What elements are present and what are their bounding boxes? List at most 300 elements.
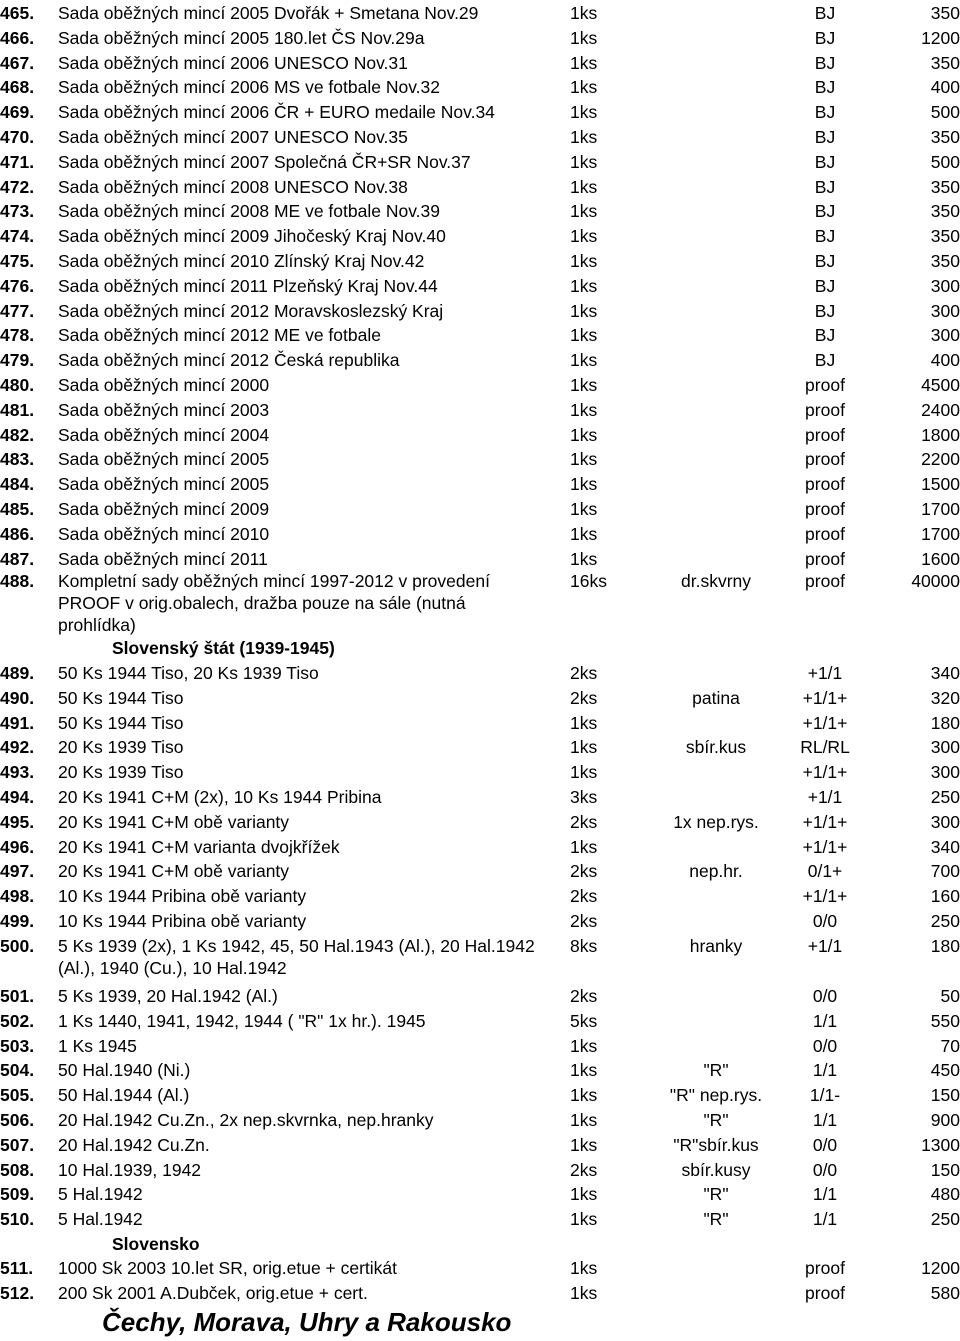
lot-price: 1700 [921,499,960,519]
lot-price: 300 [930,762,960,783]
lot-price: 1600 [921,548,960,569]
lot-grade: proof [805,474,845,495]
lot-note: sbír.kus [685,737,747,758]
lot-note: "R" nep.rys. [669,1085,763,1106]
lot-description: 200 Sk 2001 A.Dubček, orig.etue + cert. [58,1282,368,1303]
lot-number: 499. [0,911,35,931]
lot-row [0,1257,960,1281]
lot-grade: proof [805,523,845,544]
lot-price: 350 [930,176,960,197]
lot-quantity: 1ks [570,375,598,395]
lot-number: 506. [0,1110,35,1130]
lot-quantity: 1ks [570,1035,598,1056]
lot-description: 10 Hal.1939, 1942 [58,1159,202,1180]
lot-note: "R" [703,1060,729,1081]
lot-quantity: 1ks [570,201,598,222]
lot-number: 476. [0,275,35,296]
lot-price: 350 [930,127,960,147]
lot-grade: BJ [814,176,836,197]
lot-description: 5 Hal.1942 [58,1184,143,1205]
lot-price: 350 [930,52,960,73]
lot-description: Sada oběžných mincí 2005 [58,474,270,495]
lot-number: 478. [0,325,35,346]
lot-description: Sada oběžných mincí 2005 Dvořák + Smetana Nov.29 [58,3,479,23]
lot-row [0,1208,960,1232]
lot-grade: BJ [814,102,836,123]
lot-price: 350 [930,201,960,222]
lot-price: 1500 [921,474,960,495]
lot-price: 1700 [921,523,960,544]
lot-price: 400 [930,77,960,98]
lot-number: 483. [0,449,35,470]
lot-number: 466. [0,27,35,48]
lot-row [0,523,960,547]
lot-grade: 0/0 [812,1035,838,1056]
lot-number: 492. [0,737,35,758]
lot-description: 20 Ks 1941 C+M obě varianty [58,811,290,832]
lot-price: 1200 [921,27,960,48]
lot-note: dr.skvrny [680,571,752,591]
lot-quantity: 1ks [570,762,598,783]
lot-number: 498. [0,886,35,907]
lot-description: Sada oběžných mincí 2009 Jihočeský Kraj Nov.40 [58,226,446,247]
lot-number: 477. [0,300,35,321]
lot-price: 350 [930,251,960,271]
lot-price: 2400 [921,399,960,420]
lot-row [0,687,960,711]
lot-grade: proof [805,548,845,569]
lot-note: nep.hr. [689,861,743,882]
lot-quantity: 1ks [570,52,598,73]
lot-description: Sada oběžných mincí 2000 [58,375,270,395]
lot-row [0,424,960,448]
lot-price: 340 [930,663,960,683]
lot-note: hranky [689,936,743,956]
lot-description: 50 Ks 1944 Tiso, 20 Ks 1939 Tiso [58,663,319,683]
lot-number: 479. [0,350,35,371]
lot-row [0,736,960,760]
lot-row [0,712,960,736]
lot-row [0,1282,960,1306]
lot-number: 484. [0,474,35,495]
lot-row [0,811,960,835]
lot-price: 300 [930,737,960,758]
lot-price: 480 [930,1184,960,1205]
lot-row-488 [0,570,960,640]
lot-description: Sada oběžných mincí 2003 [58,399,270,420]
lot-price: 400 [930,350,960,371]
lot-row [0,836,960,860]
lot-quantity: 1ks [570,1282,598,1303]
lot-quantity: 1ks [570,1134,598,1155]
lot-quantity: 2ks [570,663,598,683]
lot-number: 480. [0,375,35,395]
lot-quantity: 1ks [570,350,598,371]
lot-price: 500 [930,151,960,172]
lot-grade: BJ [814,226,836,247]
lot-description: Sada oběžných mincí 2007 UNESCO Nov.35 [58,127,408,147]
lot-row [0,761,960,785]
lot-quantity: 2ks [570,986,598,1006]
lot-description: 20 Ks 1941 C+M varianta dvojkřížek [58,836,340,857]
lot-price: 550 [930,1010,960,1031]
lot-grade: BJ [814,52,836,73]
lot-description: Sada oběžných mincí 2011 [58,548,268,569]
lot-quantity: 1ks [570,399,598,420]
lot-price: 450 [930,1060,960,1081]
lot-price: 160 [930,886,960,907]
lot-price: 300 [930,325,960,346]
lot-quantity: 1ks [570,523,598,544]
lot-quantity: 2ks [570,911,598,931]
lot-quantity: 1ks [570,424,598,445]
lot-price: 1800 [921,424,960,445]
lot-description: Sada oběžných mincí 2009 [58,499,270,519]
lot-row-500 [0,935,960,983]
lot-grade: 1/1 [812,1010,838,1031]
lot-grade: +1/1+ [802,712,848,733]
lot-description: Sada oběžných mincí 2004 [58,424,270,445]
lot-price: 180 [930,712,960,733]
lot-number: 495. [0,811,35,832]
lot-row [0,662,960,686]
lot-description: 20 Hal.1942 Cu.Zn. [58,1134,210,1155]
lot-description: Sada oběžných mincí 2008 ME ve fotbale Nov.39 [58,201,440,222]
lot-number: 510. [0,1209,35,1230]
lot-price: 350 [930,226,960,247]
lot-row [0,126,960,150]
lot-row [0,151,960,175]
lot-note: "R" [703,1184,729,1205]
lot-price: 250 [930,1209,960,1230]
lot-description: 1 Ks 1440, 1941, 1942, 1944 ( "R" 1x hr.). 1945 [58,1010,426,1031]
lot-description: 5 Hal.1942 [58,1209,143,1230]
lot-row [0,1059,960,1083]
lot-quantity: 1ks [570,449,598,470]
lot-grade: proof [805,424,845,445]
lot-price: 150 [930,1159,960,1180]
lot-grade: +1/1 [807,936,843,956]
lot-price: 700 [930,861,960,882]
lot-quantity: 1ks [570,27,598,48]
lot-price: 350 [930,3,960,23]
lot-grade: BJ [814,3,836,23]
lot-grade: 1/1- [809,1085,841,1106]
lot-quantity: 1ks [570,226,598,247]
lot-quantity: 1ks [570,151,598,172]
lot-number: 511. [0,1258,34,1278]
lot-number: 500. [0,936,35,956]
lot-number: 488. [0,571,35,591]
lot-row [0,1109,960,1133]
lot-quantity: 1ks [570,176,598,197]
lot-number: 465. [0,3,35,23]
lot-row [0,985,960,1009]
lot-grade: +1/1+ [802,687,848,708]
lot-quantity: 3ks [570,787,598,807]
lot-row [0,1010,960,1034]
lot-grade: BJ [814,77,836,98]
lot-price: 150 [930,1085,960,1106]
lot-price: 340 [930,836,960,857]
lot-price: 180 [930,936,960,956]
lot-grade: proof [805,399,845,420]
lot-description: Sada oběžných mincí 2012 Moravskoslezský Kraj [58,300,444,321]
lot-quantity: 1ks [570,300,598,321]
lot-number: 491. [0,712,35,733]
lot-row [0,910,960,934]
lot-quantity: 2ks [570,861,598,882]
lot-grade: RL/RL [800,737,850,758]
lot-price: 580 [930,1282,960,1303]
lot-row [0,374,960,398]
lot-number: 496. [0,836,35,857]
lot-quantity: 1ks [570,499,598,519]
lot-row [0,349,960,373]
lot-grade: +1/1 [807,663,843,683]
lot-row [0,176,960,200]
lot-number: 486. [0,523,35,544]
lot-price: 300 [930,275,960,296]
lot-quantity: 1ks [570,102,598,123]
lot-number: 489. [0,663,35,683]
lot-number: 487. [0,548,35,569]
lot-price: 2200 [921,449,960,470]
lot-row [0,399,960,423]
lot-row [0,200,960,224]
lot-description: 20 Ks 1939 Tiso [58,762,184,783]
lot-quantity: 1ks [570,1110,598,1130]
lot-price: 250 [930,787,960,807]
lot-grade: 1/1 [812,1209,838,1230]
lot-price: 4500 [921,375,960,395]
lot-quantity: 1ks [570,1060,598,1081]
section-heading-cechy: Čechy, Morava, Uhry a Rakousko [102,1307,512,1337]
lot-row [0,1134,960,1158]
lot-quantity: 2ks [570,811,598,832]
lot-price: 1200 [921,1258,960,1278]
lot-grade: BJ [814,350,836,371]
lot-row [0,300,960,324]
lot-description: 20 Ks 1939 Tiso [58,737,184,758]
lot-price: 50 [940,986,960,1006]
lot-note: 1x nep.rys. [673,811,759,832]
lot-row [0,225,960,249]
lot-quantity: 2ks [570,886,598,907]
lot-number: 494. [0,787,35,807]
lot-number: 503. [0,1035,35,1056]
lot-description: 50 Hal.1940 (Ni.) [58,1060,191,1081]
lot-number: 504. [0,1060,35,1081]
lot-grade: 0/0 [812,986,838,1006]
lot-description: Sada oběžných mincí 2010 [58,523,270,544]
lot-number: 505. [0,1085,35,1106]
lot-grade: BJ [814,127,836,147]
lot-description: Sada oběžných mincí 2006 UNESCO Nov.31 [58,52,408,73]
section-heading-slovensky-stat: Slovenský štát (1939-1945) [112,638,335,658]
section-heading-slovensko: Slovensko [112,1234,200,1254]
lot-quantity: 1ks [570,1184,598,1205]
lot-grade: 0/0 [812,911,838,931]
lot-quantity: 2ks [570,1159,598,1180]
lot-row [0,1183,960,1207]
lot-grade: BJ [814,151,836,172]
lot-number: 471. [0,151,35,172]
lot-number: 493. [0,762,35,783]
lot-grade: 0/0 [812,1134,838,1155]
lot-description: Sada oběžných mincí 2011 Plzeňský Kraj Nov.44 [58,275,438,296]
lot-note: "R" [703,1110,729,1130]
lot-grade: 1/1 [812,1060,838,1081]
lot-quantity: 16ks [570,571,607,591]
lot-number: 501. [0,986,35,1006]
lot-description: 5 Ks 1939 (2x), 1 Ks 1942, 45, 50 Hal.1943 (Al.), 20 Hal.1942 (Al.), 1940 (Cu.), 10 Hal.1942 [58,936,535,978]
lot-grade: BJ [814,251,836,271]
lot-quantity: 1ks [570,251,598,271]
lot-number: 497. [0,861,35,882]
lot-grade: proof [805,449,845,470]
lot-number: 512. [0,1282,35,1303]
lot-price: 40000 [911,571,960,591]
lot-number: 470. [0,127,35,147]
lot-row [0,498,960,522]
lot-quantity: 1ks [570,77,598,98]
lot-price: 250 [930,911,960,931]
lot-grade: proof [805,571,845,591]
lot-description: 1000 Sk 2003 10.let SR, orig.etue + certikát [58,1258,398,1278]
lot-number: 485. [0,499,35,519]
lot-number: 502. [0,1010,35,1031]
lot-price: 900 [930,1110,960,1130]
lot-row [0,27,960,51]
lot-quantity: 1ks [570,836,598,857]
lot-description: Sada oběžných mincí 2005 [58,449,270,470]
lot-number: 469. [0,102,35,123]
lot-description: 50 Ks 1944 Tiso [58,712,184,733]
lot-description: Sada oběžných mincí 2010 Zlínský Kraj Nov.42 [58,251,425,271]
lot-description: Sada oběžných mincí 2006 ČR + EURO medaile Nov.34 [58,102,495,123]
lot-row [0,1159,960,1183]
lot-description: 10 Ks 1944 Pribina obě varianty [58,911,307,931]
lot-quantity: 1ks [570,474,598,495]
lot-grade: BJ [814,201,836,222]
lot-description: 5 Ks 1939, 20 Hal.1942 (Al.) [58,986,278,1006]
lot-quantity: 8ks [570,936,598,956]
lot-grade: 0/1+ [807,861,843,882]
lot-grade: proof [805,375,845,395]
lot-price: 1300 [921,1134,960,1155]
lot-grade: 1/1 [812,1184,838,1205]
lot-number: 481. [0,399,35,420]
lot-grade: +1/1 [807,787,843,807]
lot-quantity: 1ks [570,1085,598,1106]
lot-quantity: 1ks [570,3,598,23]
lot-grade: proof [805,499,845,519]
lot-description: Sada oběžných mincí 2007 Společná ČR+SR Nov.37 [58,151,471,172]
lot-grade: +1/1+ [802,836,848,857]
lot-row [0,548,960,572]
lot-note: sbír.kusy [681,1159,751,1180]
lot-number: 468. [0,77,35,98]
lot-number: 474. [0,226,35,247]
lot-grade: proof [805,1282,845,1303]
lot-grade: BJ [814,275,836,296]
lot-description: 50 Ks 1944 Tiso [58,687,184,708]
lot-description: 20 Hal.1942 Cu.Zn., 2x nep.skvrnka, nep.hranky [58,1110,434,1130]
lot-row [0,1084,960,1108]
lot-grade: 0/0 [812,1159,838,1180]
lot-number: 482. [0,424,35,445]
lot-description: Sada oběžných mincí 2012 ME ve fotbale [58,325,381,346]
lot-row [0,2,960,26]
lot-row [0,324,960,348]
lot-description: Sada oběžných mincí 2005 180.let ČS Nov.29a [58,27,425,48]
lot-row [0,250,960,274]
lot-grade: proof [805,1258,845,1278]
lot-number: 508. [0,1159,35,1180]
lot-note: "R"sbír.kus [673,1134,759,1155]
lot-quantity: 1ks [570,1258,598,1278]
lot-quantity: 1ks [570,1209,598,1230]
lot-row [0,1035,960,1059]
lot-number: 509. [0,1184,35,1205]
lot-price: 70 [940,1035,960,1056]
lot-number: 507. [0,1134,35,1155]
lot-grade: BJ [814,27,836,48]
lot-description: Sada oběžných mincí 2012 Česká republika [58,350,400,371]
lot-quantity: 1ks [570,127,598,147]
lot-grade: +1/1+ [802,886,848,907]
lot-price: 300 [930,811,960,832]
lot-number: 475. [0,251,35,271]
lot-quantity: 1ks [570,275,598,296]
lot-row [0,473,960,497]
lot-row [0,448,960,472]
lot-number: 490. [0,687,35,708]
lot-row [0,52,960,76]
lot-row [0,76,960,100]
lot-number: 473. [0,201,35,222]
lot-number: 467. [0,52,35,73]
lot-description: 10 Ks 1944 Pribina obě varianty [58,886,307,907]
lot-quantity: 5ks [570,1010,598,1031]
lot-price: 300 [930,300,960,321]
lot-description: 20 Ks 1941 C+M (2x), 10 Ks 1944 Pribina [58,787,382,807]
lot-price: 320 [930,687,960,708]
lot-row [0,101,960,125]
lot-quantity: 1ks [570,712,598,733]
lot-row [0,275,960,299]
lot-note: patina [692,687,740,708]
lot-quantity: 1ks [570,737,598,758]
lot-description: Sada oběžných mincí 2008 UNESCO Nov.38 [58,176,408,197]
lot-note: "R" [703,1209,729,1230]
lot-grade: BJ [814,325,836,346]
lot-price: 500 [930,102,960,123]
lot-description: Kompletní sady oběžných mincí 1997-2012 v provedení PROOF v orig.obalech, dražba pouze na sále (nutná prohlídka) [58,571,490,635]
lot-grade: 1/1 [812,1110,838,1130]
lot-grade: +1/1+ [802,811,848,832]
lot-row [0,885,960,909]
lot-description: 20 Ks 1941 C+M obě varianty [58,861,290,882]
lot-quantity: 1ks [570,325,598,346]
lot-grade: +1/1+ [802,762,848,783]
lot-description: 1 Ks 1945 [58,1035,137,1056]
lot-row [0,860,960,884]
lot-quantity: 1ks [570,548,598,569]
lot-row [0,786,960,810]
lot-quantity: 2ks [570,687,598,708]
